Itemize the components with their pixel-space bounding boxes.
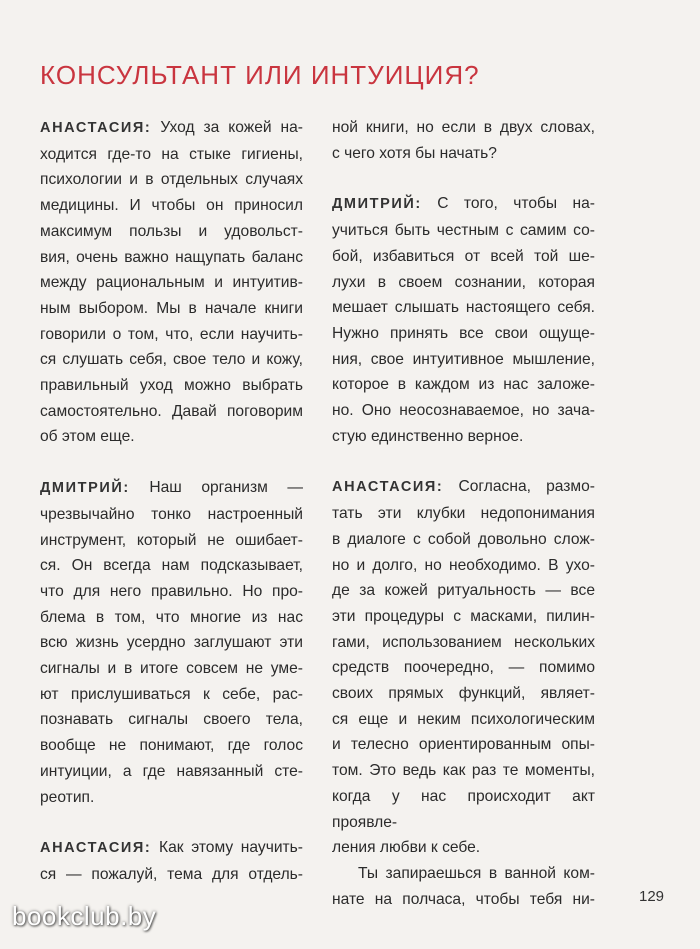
text-line: об этом еще. <box>40 428 135 446</box>
text-line: самостоятельно. Давай поговорим <box>40 402 303 420</box>
paragraph-anastasia-2 <box>40 835 303 887</box>
text-line: в диалоге с собой довольно слож- <box>332 530 595 548</box>
text-line: психологии и в отдельных случаях <box>40 171 303 189</box>
text-line: между рациональным и интуитив- <box>40 274 303 292</box>
paragraph-anastasia-2-cont <box>332 115 595 166</box>
text-line: говорили о том, что, если научить- <box>40 325 303 343</box>
page-number: 129 <box>639 888 665 905</box>
paragraph-anastasia-3 <box>332 474 595 861</box>
text-line: но и долго, но необходимо. В ухо- <box>332 556 595 574</box>
text-line: ным выбором. Мы в начале книги <box>40 299 303 317</box>
speaker-label: АНАСТАСИЯ: <box>40 120 152 136</box>
text-line: вия, очень важно нащупать баланс <box>40 248 303 266</box>
watermark-logo: bookclub.by <box>12 901 157 931</box>
text-line: вообще не понимают, где голос <box>40 737 303 755</box>
text-line: правильный уход можно выбрать <box>40 377 303 395</box>
text-line: АНАСТАСИЯ: Согласна, размо- <box>332 478 595 496</box>
text-line: стую единственно верное. <box>332 427 524 445</box>
text-line: своих прямых функций, являет- <box>332 685 595 703</box>
text-line: Нужно принять все свои ощуще- <box>332 324 595 342</box>
text-line: но. Оно неосознаваемое, но зача- <box>332 402 595 420</box>
text-line: ся — пожалуй, тема для отдель- <box>40 865 303 883</box>
text-line: ДМИТРИЙ: Наш организм — <box>40 479 303 497</box>
text-line: ся слушать себя, свое тело и кожу, <box>40 351 303 369</box>
speaker-label: АНАСТАСИЯ: <box>40 840 152 857</box>
text-line: мешает слышать настоящего себя. <box>332 299 595 317</box>
page-title: КОНСУЛЬТАНТ ИЛИ ИНТУИЦИЯ? <box>40 60 480 90</box>
text-line: с чего хотя бы начать? <box>332 144 497 162</box>
text-line: ходится где-то на стыке гигиены, <box>40 145 303 163</box>
text-line: максимум пользы и удовольст- <box>40 222 303 240</box>
text-line: блема в том, что многие из нас <box>40 608 303 626</box>
paragraph-dmitry-2 <box>332 191 595 449</box>
text-line: Ты запираешься в ванной ком- <box>358 864 595 882</box>
text-line: нате на полчаса, чтобы тебя ни- <box>332 890 595 908</box>
text-line: всю жизнь усердно заглушают эти <box>40 634 303 652</box>
right-column <box>332 115 595 937</box>
speaker-label: АНАСТАСИЯ: <box>332 479 444 496</box>
text-line: АНАСТАСИЯ: Уход за кожей на- <box>40 119 303 136</box>
left-column <box>40 115 303 913</box>
text-line: ся. Он всегда нам подсказывает, <box>40 557 303 575</box>
text-line: ления любви к себе. <box>332 839 481 857</box>
text-line: ДМИТРИЙ: С того, чтобы на- <box>332 195 595 213</box>
text-line: ся еще и неким психологическим <box>332 710 595 728</box>
text-line: и телесно ориентированным опы- <box>332 736 595 754</box>
text-line: сигналы и в итоге совсем не уме- <box>40 660 303 678</box>
text-line: реотип. <box>40 788 95 806</box>
text-line: которое в каждом из нас заложе- <box>332 376 595 394</box>
text-line: медицины. И чтобы он приносил <box>40 197 303 215</box>
text-line: де за кожей ритуальность — все <box>332 582 595 600</box>
paragraph-anastasia-1 <box>40 115 303 450</box>
speaker-label: ДМИТРИЙ: <box>40 480 130 497</box>
text-line: учиться быть честным с самим со- <box>332 222 595 240</box>
text-line: том. Это ведь как раз те моменты, <box>332 762 595 780</box>
text-line: бой, избавиться от всей той ше- <box>332 247 595 265</box>
speaker-label: ДМИТРИЙ: <box>332 196 422 213</box>
text-line: познавать сигналы своего тела, <box>40 711 303 729</box>
text-line: когда у нас происходит акт проявле- <box>332 787 595 831</box>
paragraph-dmitry-1 <box>40 475 303 810</box>
text-line: гами, использованием нескольких <box>332 633 595 651</box>
text-line: чрезвычайно тонко настроенный <box>40 505 303 523</box>
text-line: АНАСТАСИЯ: Как этому научить- <box>40 839 303 857</box>
text-line: инструмент, который не ошибает- <box>40 531 303 549</box>
text-line: ния, свое интуитивное мышление, <box>332 350 595 368</box>
text-line: лухи в своем сознании, которая <box>332 273 595 291</box>
text-line: ной книги, но если в двух словах, <box>332 119 595 136</box>
text-line: средств поочередно, — помимо <box>332 659 595 677</box>
text-line: эти процедуры с масками, пилин- <box>332 607 595 625</box>
text-line: что для него правильно. Но про- <box>40 582 303 600</box>
text-line: тать эти клубки недопонимания <box>332 505 595 523</box>
paragraph-anastasia-3-cont <box>332 861 595 912</box>
text-line: интуиции, а где навязанный сте- <box>40 762 303 780</box>
text-line: ют прислушиваться к себе, рас- <box>40 685 303 703</box>
